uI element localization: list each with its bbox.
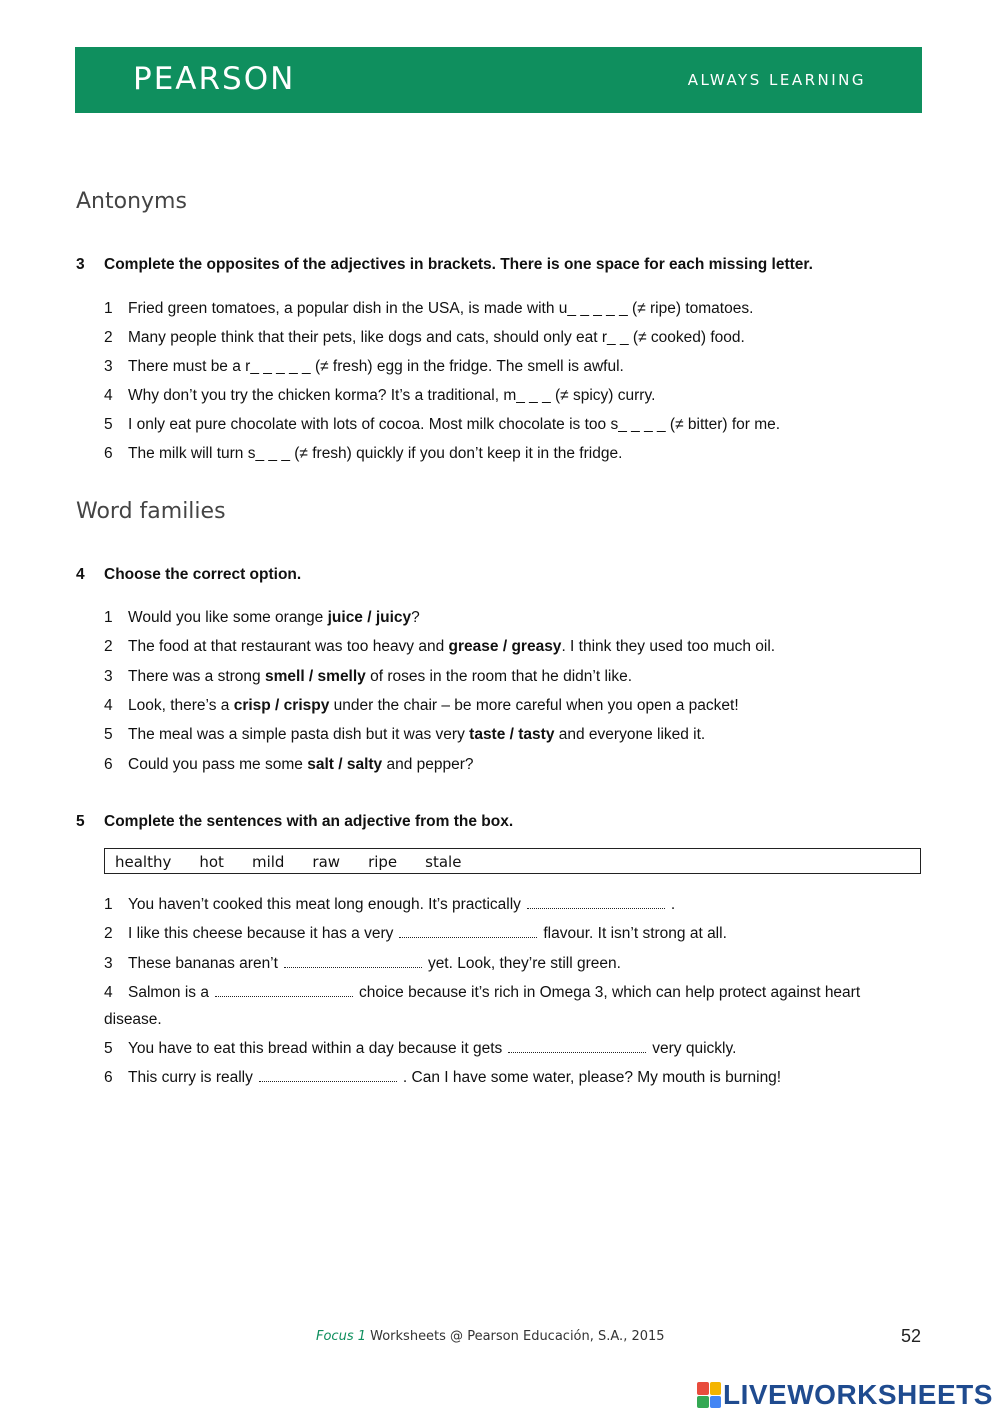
section-heading-antonyms: Antonyms xyxy=(76,189,187,214)
exercise-4-item xyxy=(104,751,914,778)
exercise-3-item xyxy=(104,440,914,467)
answer-blank[interactable] xyxy=(527,896,665,909)
exercise-4-item xyxy=(104,604,914,631)
exercise-3-item xyxy=(104,382,914,409)
item-number: 4 xyxy=(104,387,113,404)
item-number: 2 xyxy=(104,925,113,942)
box-word: ripe xyxy=(368,853,398,871)
answer-blank[interactable] xyxy=(508,1040,646,1053)
item-post: under the chair – be more careful when you open a packet! xyxy=(329,696,739,714)
item-text: I only eat pure chocolate with lots of cocoa. Most milk chocolate is too s_ _ _ _ (≠ bitter) for me. xyxy=(128,416,781,433)
answer-blank[interactable] xyxy=(215,984,353,997)
page-number: 52 xyxy=(901,1326,922,1346)
exercise-3-item xyxy=(104,324,914,351)
box-word: raw xyxy=(312,853,341,871)
tagline: ALWAYS LEARNING xyxy=(687,71,866,89)
item-pre: The food at that restaurant was too heavy and xyxy=(128,638,449,656)
item-number: 2 xyxy=(104,329,113,346)
item-post: and everyone liked it. xyxy=(554,726,706,744)
item-number: 1 xyxy=(104,896,113,913)
item-number: 3 xyxy=(104,358,113,375)
item-pre: This curry is really xyxy=(128,1069,253,1086)
item-number: 5 xyxy=(104,726,113,744)
exercise-3-item xyxy=(104,411,914,438)
item-post: choice because it’s rich in Omega 3, which can help protect against heart disease. xyxy=(104,984,861,1028)
option-choice[interactable]: juice / juicy xyxy=(327,609,412,626)
item-text: Why don’t you try the chicken korma? It’s a traditional, m_ _ _ (≠ spicy) curry. xyxy=(128,387,656,404)
item-pre: Would you like some orange xyxy=(128,609,328,626)
item-pre: I like this cheese because it has a very xyxy=(128,925,394,942)
item-text: Many people think that their pets, like dogs and cats, should only eat r_ _ (≠ cooked) food. xyxy=(128,329,745,346)
exercise-3-title: 3 Complete the opposites of the adjectives in brackets. There is one space for each missing letter. xyxy=(76,256,813,273)
item-pre: You haven’t cooked this meat long enough. It’s practically xyxy=(128,896,521,913)
exercise-5-item xyxy=(104,1035,914,1062)
liveworksheets-logo-icon xyxy=(697,1382,721,1408)
item-number: 1 xyxy=(104,300,113,317)
box-word: hot xyxy=(199,853,224,871)
logo-square xyxy=(710,1396,722,1409)
item-number: 5 xyxy=(104,416,113,433)
section-heading-word-families: Word families xyxy=(76,499,226,524)
item-pre: These bananas aren’t xyxy=(128,955,278,972)
item-post: yet. Look, they’re still green. xyxy=(427,955,621,972)
item-pre: You have to eat this bread within a day because it gets xyxy=(128,1040,503,1057)
option-choice[interactable]: crisp / crispy xyxy=(233,696,330,714)
item-number: 3 xyxy=(104,667,113,685)
box-word: mild xyxy=(251,853,285,871)
item-post: flavour. It isn’t strong at all. xyxy=(543,925,727,942)
answer-blank[interactable] xyxy=(259,1069,397,1082)
item-post: and pepper? xyxy=(382,755,474,773)
item-number: 6 xyxy=(104,1069,113,1086)
exercise-3-item xyxy=(104,295,914,322)
answer-blank[interactable] xyxy=(399,925,537,938)
exercise-5-item xyxy=(104,950,914,977)
item-number: 6 xyxy=(104,755,113,773)
exercise-4-item xyxy=(104,721,914,748)
item-number: 2 xyxy=(104,638,113,656)
logo-square xyxy=(697,1382,709,1395)
box-word: stale xyxy=(425,853,462,871)
header-banner xyxy=(75,47,922,113)
item-number: 5 xyxy=(104,1040,113,1057)
item-number: 6 xyxy=(104,445,113,462)
item-text: Fried green tomatoes, a popular dish in the USA, is made with u_ _ _ _ _ (≠ ripe) tomatoes. xyxy=(128,300,754,317)
item-post: . Can I have some water, please? My mouth is burning! xyxy=(402,1069,782,1086)
exercise-5-item xyxy=(104,891,914,918)
box-word: healthy xyxy=(115,853,172,871)
exercise-3-item xyxy=(104,353,914,380)
item-number: 4 xyxy=(104,696,113,714)
item-post: . I think they used too much oil. xyxy=(561,638,776,656)
item-post: ? xyxy=(411,609,420,626)
item-pre: Salmon is a xyxy=(128,984,209,1001)
exercise-4-item xyxy=(104,633,914,660)
liveworksheets-watermark: LIVEWORKSHEETS xyxy=(697,1379,993,1411)
footer-credit: Focus 1 Worksheets @ Pearson Educación, S.A., 2015 xyxy=(316,1329,665,1344)
exercise-5-title: 5 Complete the sentences with an adjective from the box. xyxy=(76,813,514,830)
exercise-5-item xyxy=(104,1064,914,1091)
exercise-4-item xyxy=(104,663,914,690)
item-text: There must be a r_ _ _ _ _ (≠ fresh) egg in the fridge. The smell is awful. xyxy=(128,358,624,375)
item-pre: Could you pass me some xyxy=(128,755,308,773)
option-choice[interactable]: salt / salty xyxy=(307,755,383,773)
item-number: 4 xyxy=(104,984,113,1001)
answer-blank[interactable] xyxy=(284,955,422,968)
item-post: . xyxy=(670,896,676,913)
word-box xyxy=(104,848,921,874)
item-pre: Look, there’s a xyxy=(128,696,234,714)
logo-square xyxy=(710,1382,722,1395)
item-text: The milk will turn s_ _ _ (≠ fresh) quickly if you don’t keep it in the fridge. xyxy=(128,445,623,462)
item-post: very quickly. xyxy=(652,1040,737,1057)
item-pre: There was a strong xyxy=(128,667,265,685)
option-choice[interactable]: smell / smelly xyxy=(264,667,366,685)
item-number: 3 xyxy=(104,955,113,972)
logo-square xyxy=(697,1396,709,1409)
brand-logo: PEARSON xyxy=(133,61,296,97)
item-number: 1 xyxy=(104,609,113,626)
exercise-4-title: 4 Choose the correct option. xyxy=(76,566,302,583)
exercise-5-item xyxy=(104,920,914,947)
option-choice[interactable]: grease / greasy xyxy=(448,638,562,656)
option-choice[interactable]: taste / tasty xyxy=(469,726,555,744)
item-post: of roses in the room that he didn’t like. xyxy=(365,667,633,685)
exercise-5-item xyxy=(104,979,914,1033)
exercise-4-item xyxy=(104,692,914,719)
item-pre: The meal was a simple pasta dish but it was very xyxy=(128,726,470,744)
